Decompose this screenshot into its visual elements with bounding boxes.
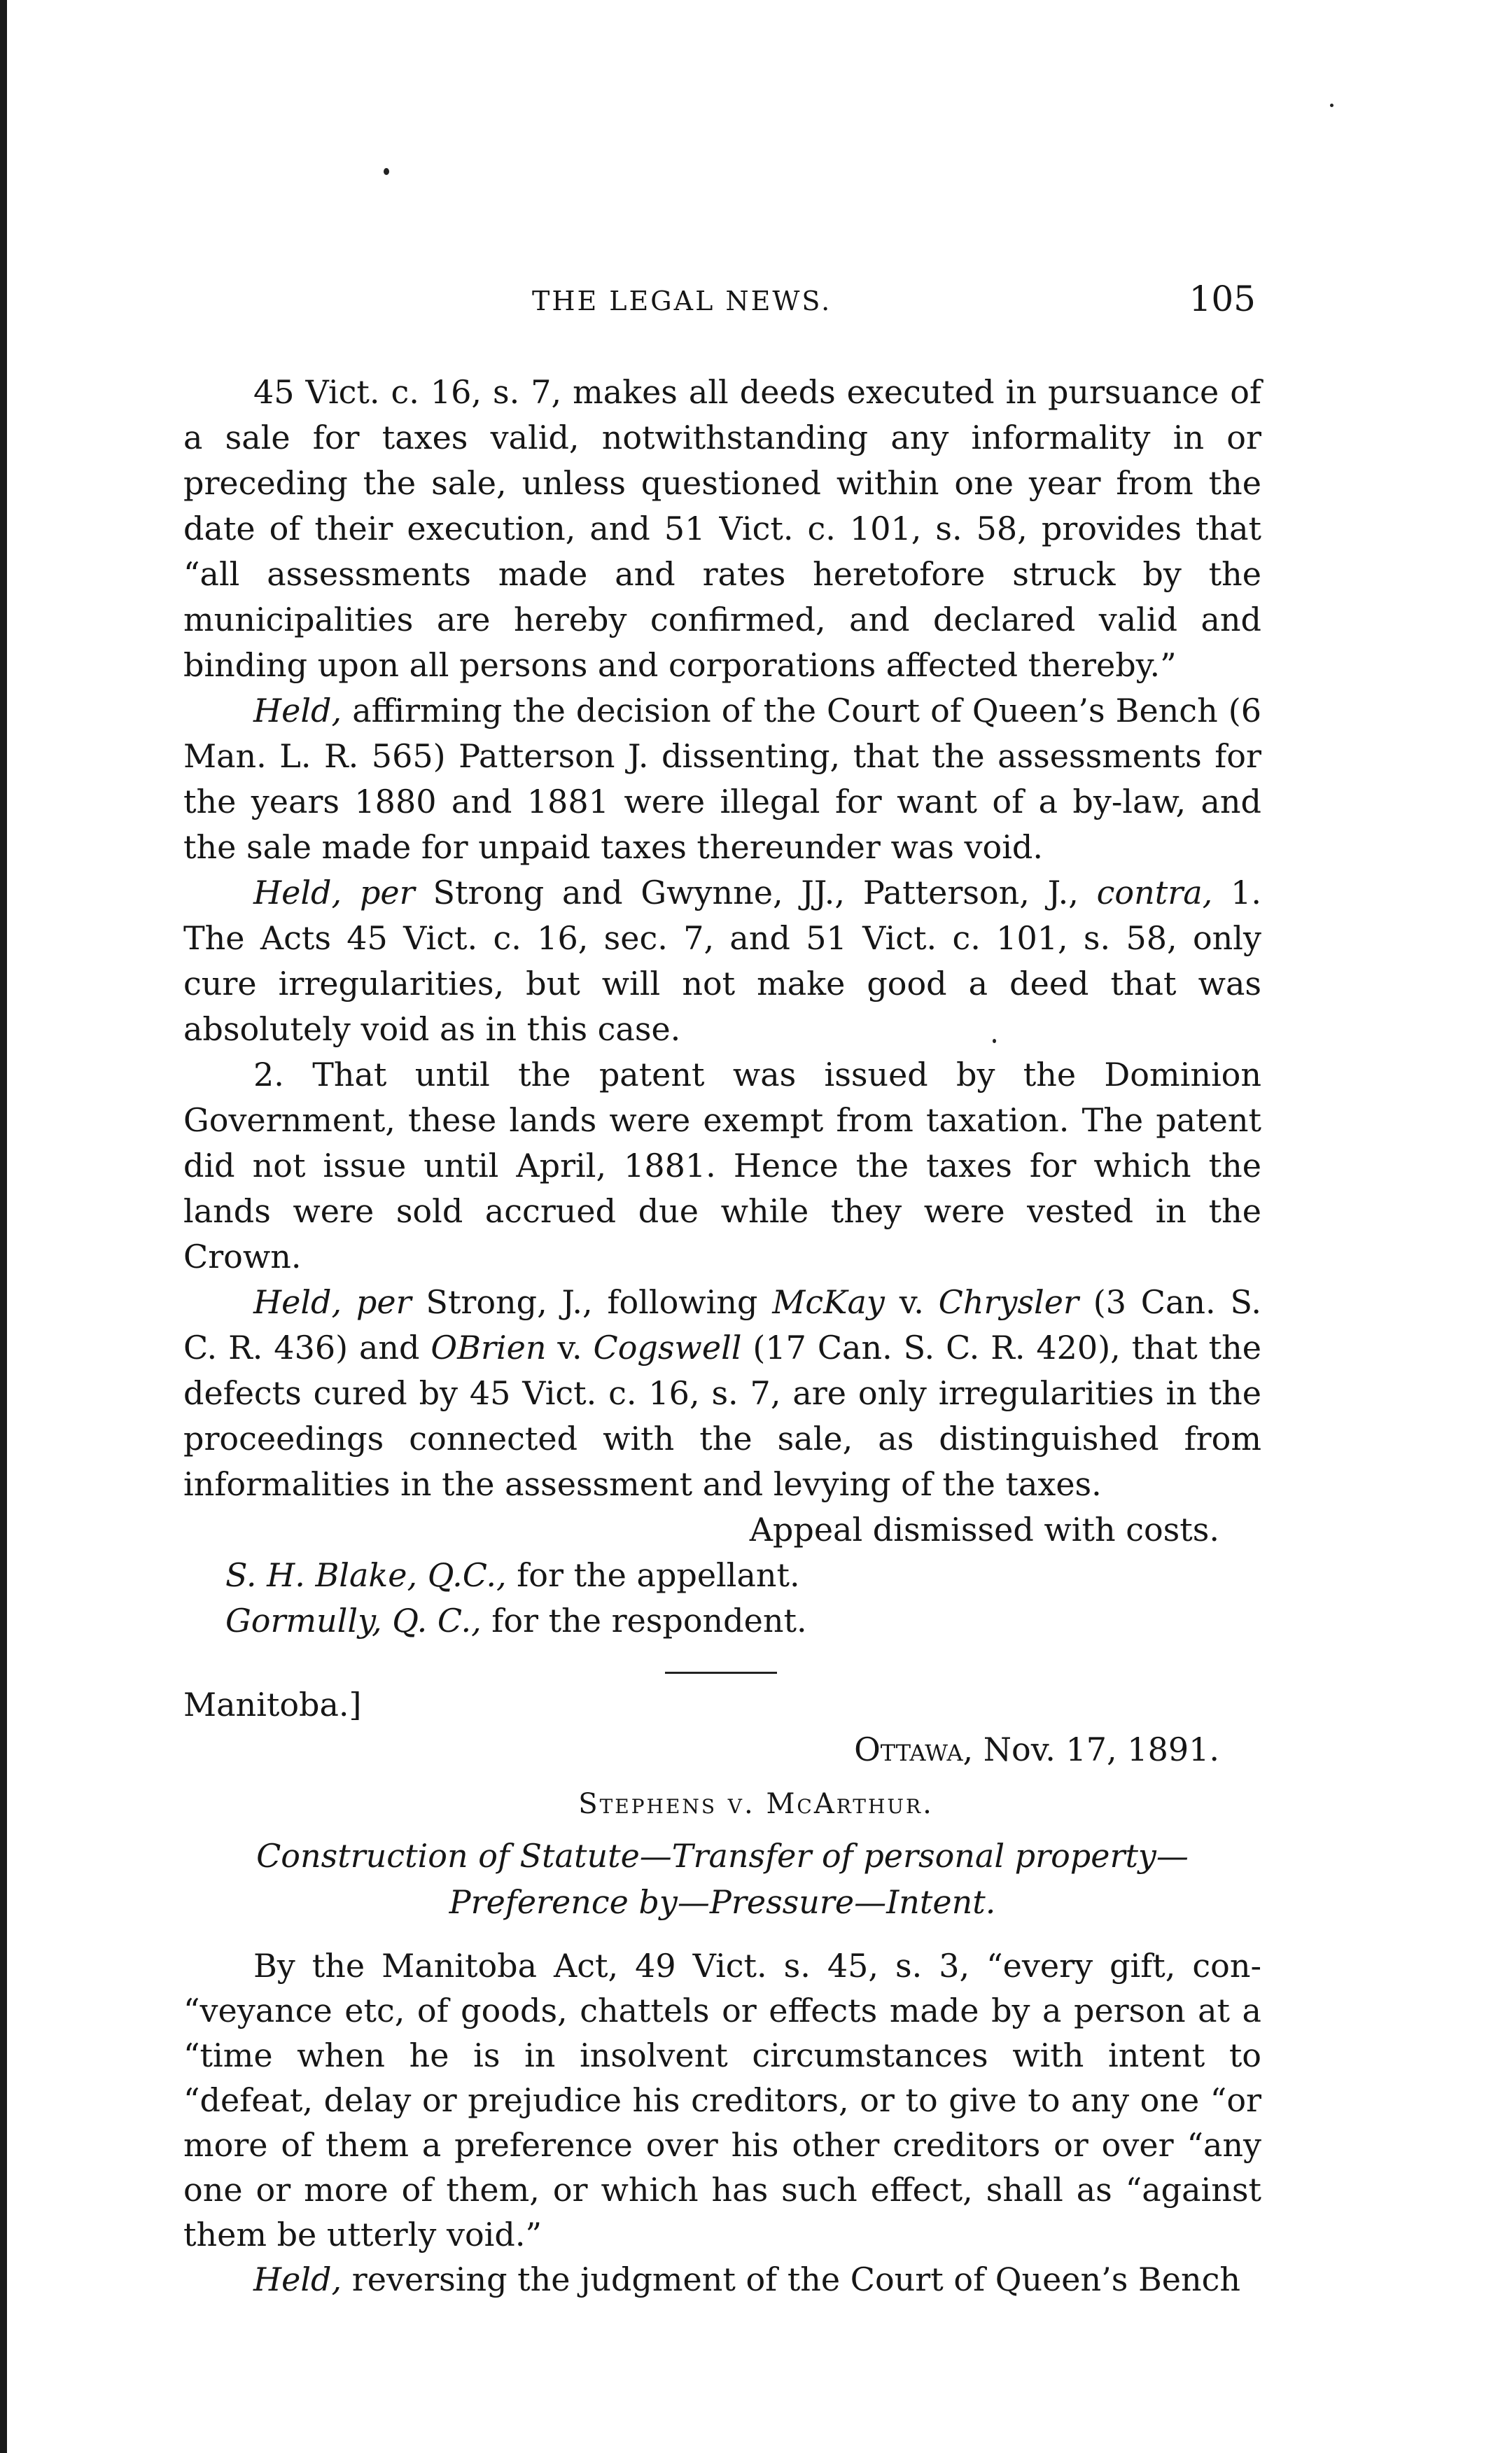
running-title: THE LEGAL NEWS. (532, 286, 832, 316)
disposition: Appeal dismissed with costs. (749, 1511, 1219, 1549)
counsel-line: S. H. Blake, Q.C., for the appellant. (225, 1556, 800, 1594)
paragraph: Held, affirming the decision of the Court of Queen’s Bench (6 Man. L. R. 565) Patterson J. dissenting, that the assessments for the years 1880 and 1881 were illegal for want of a by-law, and the sale made for unpaid taxes thereunder was void. (183, 692, 1261, 866)
case-name: McKay (772, 1283, 885, 1321)
paragraph: Held, per Strong and Gwynne, JJ., Patterson, J., contra, 1. The Acts 45 Vict. c. 16, sec. 7, and 51 Vict. c. 101, s. 58, only cure irregularities, but will not make good a deed that was absolutely void as in this case. (183, 874, 1261, 1048)
page-number: 105 (1189, 279, 1256, 319)
held-lead: Held, per (253, 874, 415, 911)
case-report-body (183, 370, 1261, 1644)
held-lead: Held, (253, 692, 342, 729)
headnote: Construction of Statute—Transfer of personal property—Preference by—Pressure—Intent. (256, 1837, 1189, 1921)
scan-speck (384, 168, 389, 175)
paragraph: 45 Vict. c. 16, s. 7, makes all deeds executed in pursuance of a sale for taxes valid, notwithstanding any informality in or preceding the sale, unless questioned within one year from the date of their execution, and 51 Vict. c. 101, s. 58, provides that “all assessments made and rates heretofore struck by the municipalities are hereby confirmed, and declared valid and binding upon all persons and corporations affected thereby.” (183, 373, 1261, 684)
scan-speck (1330, 104, 1334, 107)
paragraph: 2. That until the patent was issued by the Dominion Government, these lands were exempt from taxation. The patent did not issue until April, 1881. Hence the taxes for which the lands were sold accrued due while they were vested in the Crown. (183, 1056, 1261, 1276)
running-head (0, 279, 1512, 321)
dateline: Ottawa, Nov. 17, 1891. (854, 1731, 1219, 1768)
second-case-body (183, 1943, 1261, 2302)
case-name: Chrysler (938, 1283, 1079, 1321)
case-name: OBrien (430, 1329, 547, 1367)
contra-term: contra, (1096, 874, 1213, 911)
paragraph: Held, reversing the judgment of the Court of Queen’s Bench (253, 2260, 1241, 2298)
scan-page-edge (0, 0, 7, 2453)
paragraph: By the Manitoba Act, 49 Vict. s. 45, s. 3, “every gift, con- “veyance etc, of goods, chattels or effects made by a person at a “time when he is in insolvent circumstances with intent to “defeat, delay or prejudice his creditors, or to give to any one “or more of them a preference over his other creditors or over “any one or more of them, or which has such effect, shall as “against them be utterly void.” (183, 1947, 1261, 2253)
case-name: Cogswell (593, 1329, 742, 1367)
counsel-line: Gormully, Q. C., for the respondent. (225, 1602, 807, 1640)
case-title: Stephens v. McArthur. (578, 1788, 934, 1820)
section-divider (665, 1672, 777, 1674)
paragraph: Held, per Strong, J., following McKay v. Chrysler (3 Can. S. C. R. 436) and OBrien v. Cogswell (17 Can. S. C. R. 420), that the defects cured by 45 Vict. c. 16, s. 7, are only irregularities in the proceedings connected with the sale, as distinguished from informalities in the assessment and levying of the taxes. (183, 1283, 1261, 1503)
province-label: Manitoba.] (183, 1686, 362, 1724)
held-lead: Held, (253, 2260, 342, 2298)
held-lead: Held, per (253, 1283, 412, 1321)
